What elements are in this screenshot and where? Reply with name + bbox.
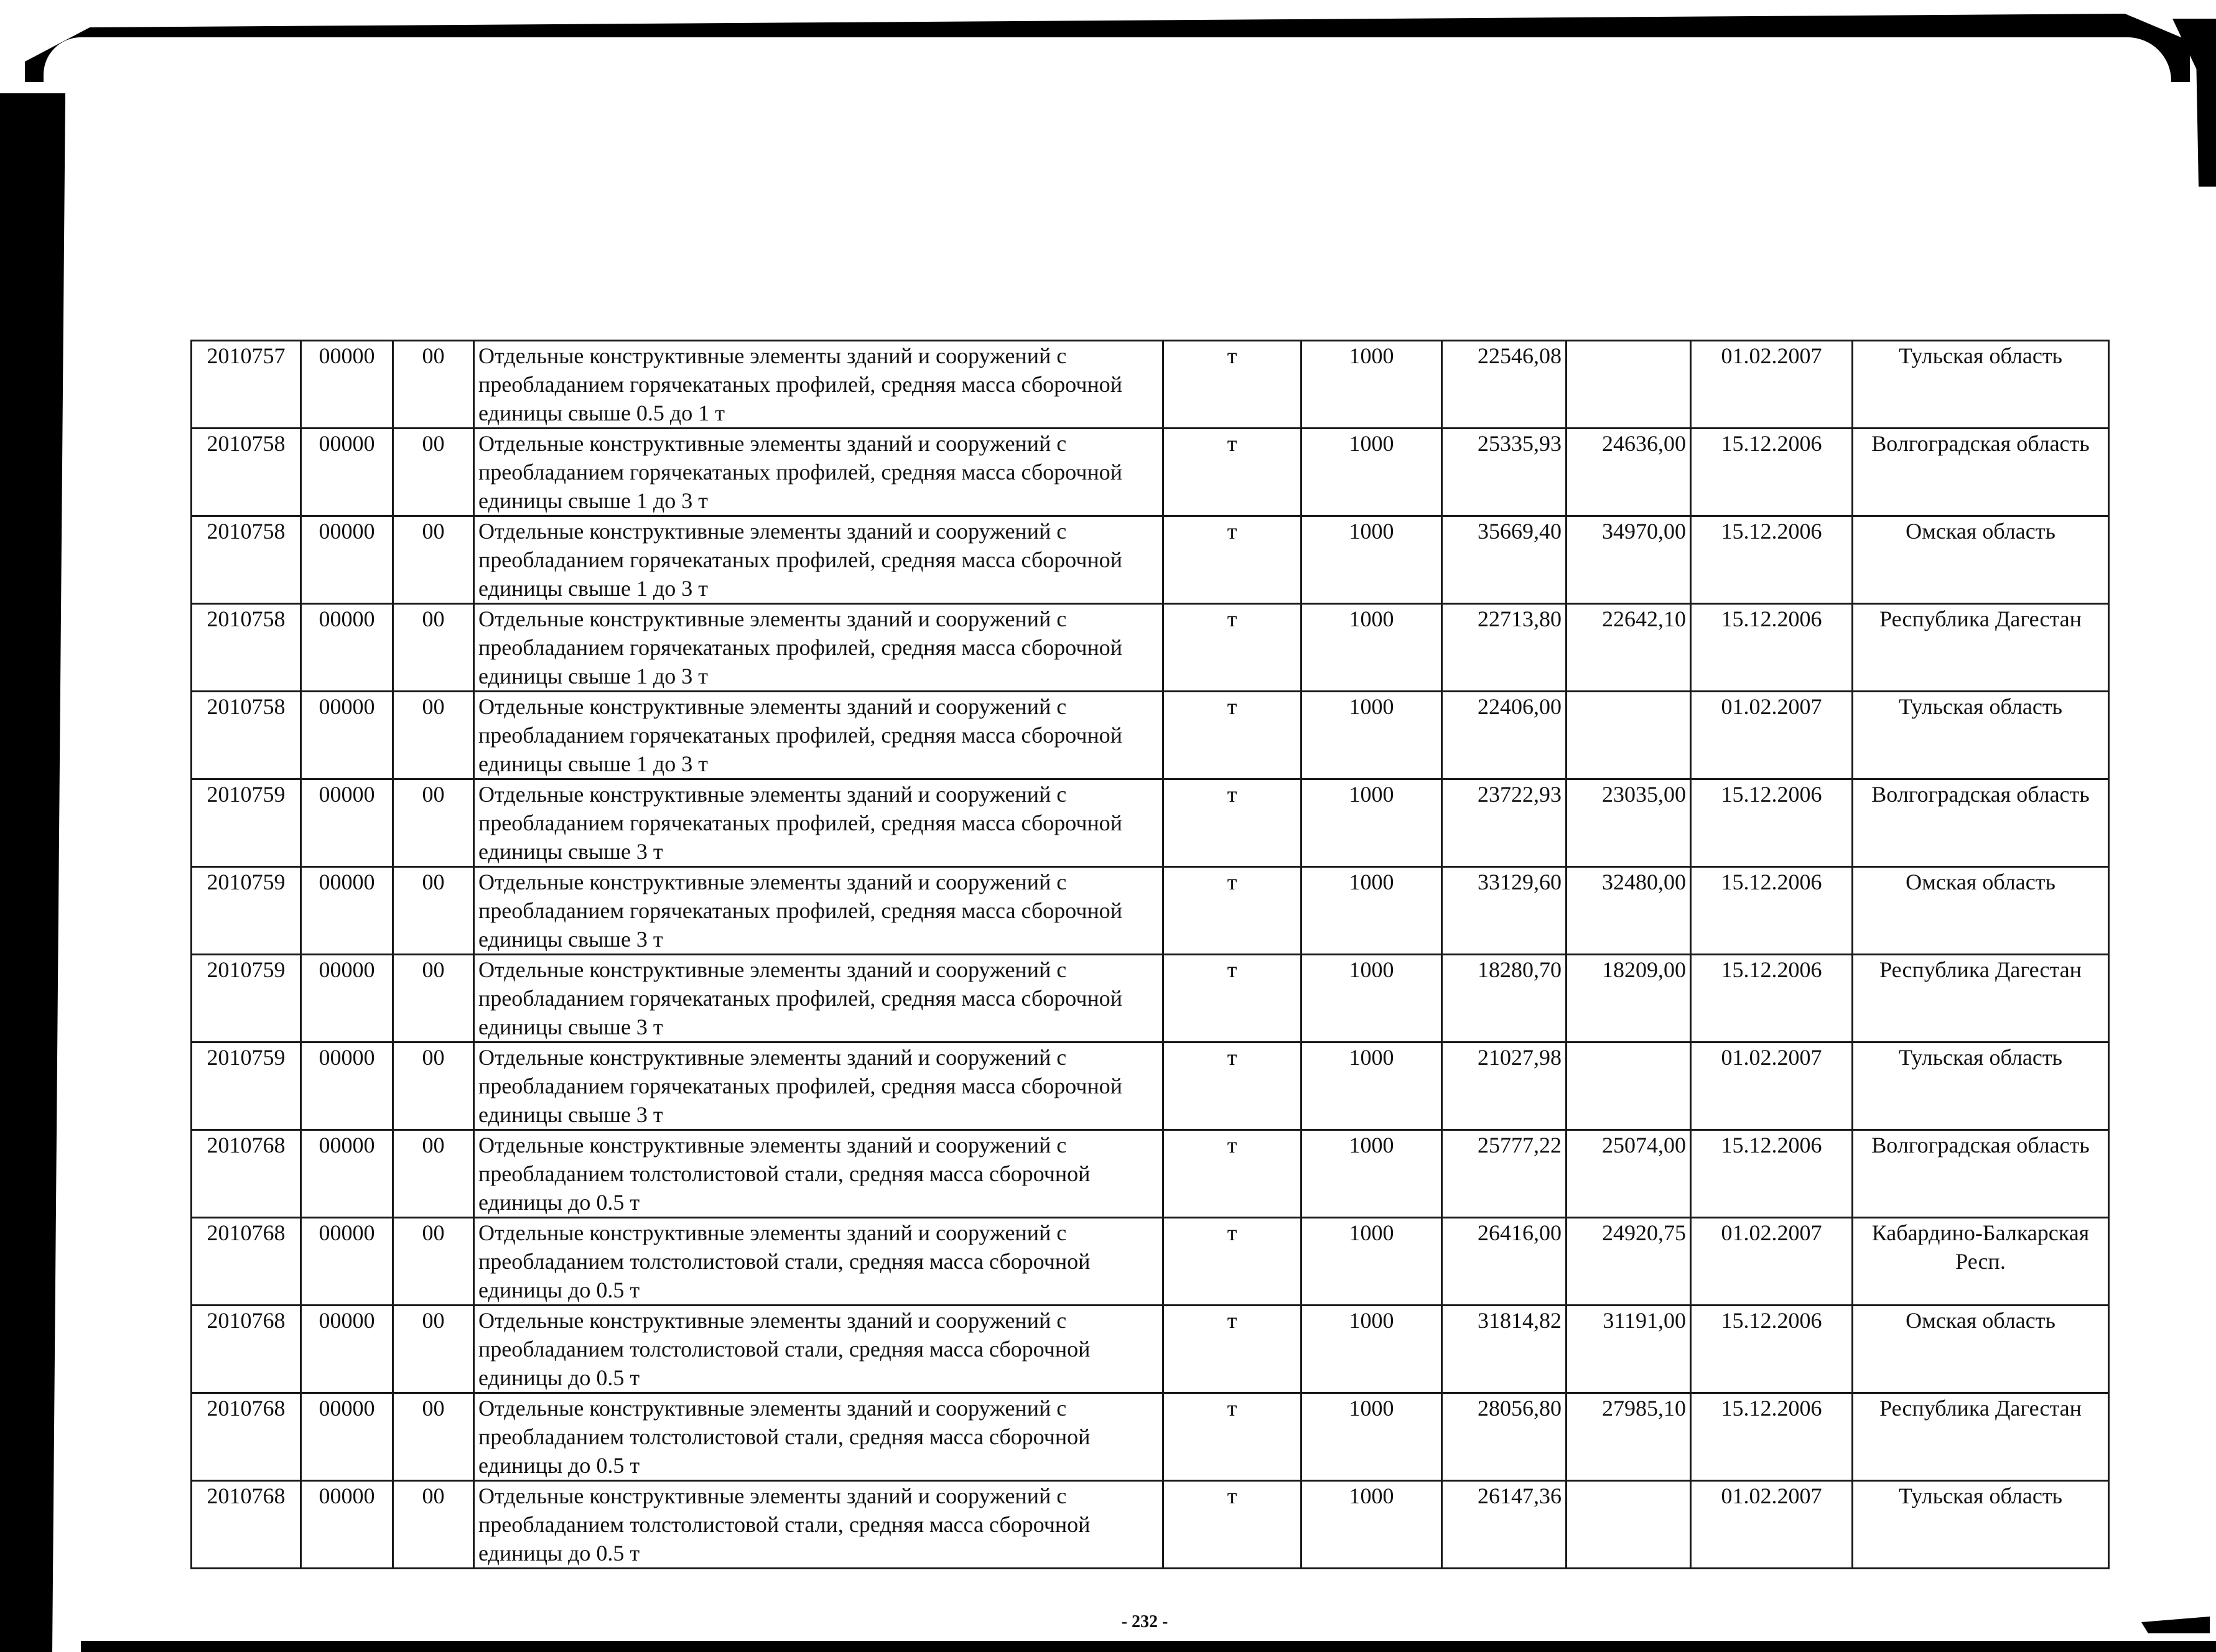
- cell-code: 2010759: [192, 955, 301, 1042]
- price-table: [190, 340, 2110, 1569]
- cell-extension: 00: [393, 604, 474, 692]
- cell-name: Отдельные конструктивные элементы зданий и сооружений с преобладанием толстолистовой стали, средняя масса сборочной единицы до 0.5 т: [474, 1130, 1163, 1218]
- cell-name: Отдельные конструктивные элементы зданий и сооружений с преобладанием горячекатаных профилей, средняя масса сборочной единицы свыше 3 т: [474, 955, 1163, 1042]
- cell-subcode: 00000: [301, 1218, 393, 1306]
- cell-name: Отдельные конструктивные элементы зданий и сооружений с преобладанием толстолистовой стали, средняя масса сборочной единицы до 0.5 т: [474, 1481, 1163, 1569]
- cell-date: 01.02.2007: [1691, 692, 1853, 779]
- cell-unit: т: [1163, 867, 1301, 955]
- cell-extension: 00: [393, 779, 474, 867]
- cell-unit: т: [1163, 604, 1301, 692]
- table-row: [192, 1042, 2109, 1130]
- cell-code: 2010758: [192, 692, 301, 779]
- cell-date: 15.12.2006: [1691, 604, 1853, 692]
- table-row: [192, 1130, 2109, 1218]
- cell-code: 2010759: [192, 779, 301, 867]
- cell-price-1: 18280,70: [1442, 955, 1567, 1042]
- cell-code: 2010759: [192, 867, 301, 955]
- cell-code: 2010757: [192, 341, 301, 429]
- cell-price-2: [1567, 1481, 1691, 1569]
- cell-price-2: 24636,00: [1567, 429, 1691, 516]
- cell-code: 2010768: [192, 1306, 301, 1393]
- cell-region: Тульская область: [1853, 692, 2109, 779]
- cell-quantity: 1000: [1301, 867, 1442, 955]
- table-row: [192, 1306, 2109, 1393]
- cell-extension: 00: [393, 1218, 474, 1306]
- cell-name: Отдельные конструктивные элементы зданий и сооружений с преобладанием горячекатаных профилей, средняя масса сборочной единицы свыше 1 до 3 т: [474, 604, 1163, 692]
- table-row: [192, 516, 2109, 604]
- cell-quantity: 1000: [1301, 604, 1442, 692]
- cell-date: 01.02.2007: [1691, 1042, 1853, 1130]
- cell-name: Отдельные конструктивные элементы зданий и сооружений с преобладанием горячекатаных профилей, средняя масса сборочной единицы свыше 1 до 3 т: [474, 692, 1163, 779]
- cell-price-1: 26416,00: [1442, 1218, 1567, 1306]
- cell-date: 15.12.2006: [1691, 779, 1853, 867]
- table-row: [192, 341, 2109, 429]
- cell-unit: т: [1163, 692, 1301, 779]
- cell-unit: т: [1163, 1393, 1301, 1481]
- cell-region: Кабардино-Балкарская Респ.: [1853, 1218, 2109, 1306]
- cell-name: Отдельные конструктивные элементы зданий и сооружений с преобладанием толстолистовой стали, средняя масса сборочной единицы до 0.5 т: [474, 1218, 1163, 1306]
- cell-unit: т: [1163, 429, 1301, 516]
- cell-subcode: 00000: [301, 604, 393, 692]
- cell-code: 2010758: [192, 429, 301, 516]
- cell-extension: 00: [393, 955, 474, 1042]
- cell-subcode: 00000: [301, 429, 393, 516]
- cell-price-1: 31814,82: [1442, 1306, 1567, 1393]
- cell-region: Республика Дагестан: [1853, 604, 2109, 692]
- cell-region: Волгоградская область: [1853, 779, 2109, 867]
- cell-code: 2010758: [192, 516, 301, 604]
- cell-unit: т: [1163, 341, 1301, 429]
- cell-price-2: 18209,00: [1567, 955, 1691, 1042]
- cell-date: 01.02.2007: [1691, 1481, 1853, 1569]
- scan-border-bottom: [81, 1641, 2216, 1652]
- cell-quantity: 1000: [1301, 1130, 1442, 1218]
- page-number: - 232 -: [1121, 1612, 1168, 1631]
- cell-quantity: 1000: [1301, 516, 1442, 604]
- cell-subcode: 00000: [301, 779, 393, 867]
- cell-date: 15.12.2006: [1691, 955, 1853, 1042]
- cell-quantity: 1000: [1301, 1393, 1442, 1481]
- cell-quantity: 1000: [1301, 1218, 1442, 1306]
- cell-date: 01.02.2007: [1691, 341, 1853, 429]
- cell-subcode: 00000: [301, 692, 393, 779]
- cell-price-2: 24920,75: [1567, 1218, 1691, 1306]
- cell-region: Тульская область: [1853, 1481, 2109, 1569]
- cell-extension: 00: [393, 1042, 474, 1130]
- cell-code: 2010758: [192, 604, 301, 692]
- cell-unit: т: [1163, 1306, 1301, 1393]
- cell-code: 2010759: [192, 1042, 301, 1130]
- table-row: [192, 1218, 2109, 1306]
- cell-subcode: 00000: [301, 955, 393, 1042]
- cell-price-1: 22406,00: [1442, 692, 1567, 779]
- cell-unit: т: [1163, 955, 1301, 1042]
- table-row: [192, 955, 2109, 1042]
- cell-price-2: 25074,00: [1567, 1130, 1691, 1218]
- cell-date: 01.02.2007: [1691, 1218, 1853, 1306]
- table-row: [192, 429, 2109, 516]
- cell-name: Отдельные конструктивные элементы зданий и сооружений с преобладанием горячекатаных профилей, средняя масса сборочной единицы свыше 3 т: [474, 1042, 1163, 1130]
- cell-price-2: 34970,00: [1567, 516, 1691, 604]
- cell-region: Республика Дагестан: [1853, 955, 2109, 1042]
- cell-subcode: 00000: [301, 1042, 393, 1130]
- cell-unit: т: [1163, 1130, 1301, 1218]
- cell-price-2: 23035,00: [1567, 779, 1691, 867]
- cell-name: Отдельные конструктивные элементы зданий и сооружений с преобладанием толстолистовой стали, средняя масса сборочной единицы до 0.5 т: [474, 1393, 1163, 1481]
- cell-price-2: [1567, 341, 1691, 429]
- cell-date: 15.12.2006: [1691, 429, 1853, 516]
- cell-date: 15.12.2006: [1691, 1393, 1853, 1481]
- cell-name: Отдельные конструктивные элементы зданий и сооружений с преобладанием горячекатаных профилей, средняя масса сборочной единицы свыше 1 до 3 т: [474, 516, 1163, 604]
- cell-region: Волгоградская область: [1853, 1130, 2109, 1218]
- cell-region: Омская область: [1853, 1306, 2109, 1393]
- cell-unit: т: [1163, 1218, 1301, 1306]
- cell-price-2: 31191,00: [1567, 1306, 1691, 1393]
- table-row: [192, 867, 2109, 955]
- cell-quantity: 1000: [1301, 341, 1442, 429]
- cell-extension: 00: [393, 516, 474, 604]
- cell-code: 2010768: [192, 1481, 301, 1569]
- cell-name: Отдельные конструктивные элементы зданий и сооружений с преобладанием горячекатаных профилей, средняя масса сборочной единицы свыше 0.5 до 1 т: [474, 341, 1163, 429]
- cell-price-1: 26147,36: [1442, 1481, 1567, 1569]
- cell-price-2: 22642,10: [1567, 604, 1691, 692]
- cell-price-1: 25777,22: [1442, 1130, 1567, 1218]
- cell-extension: 00: [393, 1306, 474, 1393]
- cell-price-1: 23722,93: [1442, 779, 1567, 867]
- scan-page-edge: [44, 37, 2171, 112]
- scan-border-left: [0, 93, 87, 1652]
- cell-subcode: 00000: [301, 867, 393, 955]
- cell-quantity: 1000: [1301, 955, 1442, 1042]
- cell-unit: т: [1163, 516, 1301, 604]
- cell-unit: т: [1163, 1042, 1301, 1130]
- cell-price-1: 25335,93: [1442, 429, 1567, 516]
- cell-quantity: 1000: [1301, 429, 1442, 516]
- cell-extension: 00: [393, 692, 474, 779]
- cell-extension: 00: [393, 867, 474, 955]
- cell-quantity: 1000: [1301, 1481, 1442, 1569]
- cell-name: Отдельные конструктивные элементы зданий и сооружений с преобладанием толстолистовой стали, средняя масса сборочной единицы до 0.5 т: [474, 1306, 1163, 1393]
- cell-code: 2010768: [192, 1218, 301, 1306]
- cell-quantity: 1000: [1301, 779, 1442, 867]
- cell-price-2: [1567, 692, 1691, 779]
- scan-corner-mark: [2141, 1615, 2210, 1633]
- cell-extension: 00: [393, 1481, 474, 1569]
- cell-price-1: 28056,80: [1442, 1393, 1567, 1481]
- cell-extension: 00: [393, 1393, 474, 1481]
- cell-price-1: 22713,80: [1442, 604, 1567, 692]
- cell-subcode: 00000: [301, 1393, 393, 1481]
- cell-price-1: 22546,08: [1442, 341, 1567, 429]
- cell-price-1: 33129,60: [1442, 867, 1567, 955]
- cell-region: Республика Дагестан: [1853, 1393, 2109, 1481]
- cell-unit: т: [1163, 1481, 1301, 1569]
- cell-extension: 00: [393, 1130, 474, 1218]
- table-row: [192, 692, 2109, 779]
- cell-name: Отдельные конструктивные элементы зданий и сооружений с преобладанием горячекатаных профилей, средняя масса сборочной единицы свыше 3 т: [474, 867, 1163, 955]
- cell-quantity: 1000: [1301, 692, 1442, 779]
- cell-date: 15.12.2006: [1691, 1306, 1853, 1393]
- table-row: [192, 604, 2109, 692]
- cell-date: 15.12.2006: [1691, 1130, 1853, 1218]
- table-body: [192, 341, 2109, 1569]
- table-row: [192, 1393, 2109, 1481]
- cell-price-2: [1567, 1042, 1691, 1130]
- cell-price-1: 21027,98: [1442, 1042, 1567, 1130]
- cell-code: 2010768: [192, 1393, 301, 1481]
- cell-name: Отдельные конструктивные элементы зданий и сооружений с преобладанием горячекатаных профилей, средняя масса сборочной единицы свыше 3 т: [474, 779, 1163, 867]
- cell-region: Тульская область: [1853, 1042, 2109, 1130]
- cell-date: 15.12.2006: [1691, 867, 1853, 955]
- cell-region: Омская область: [1853, 867, 2109, 955]
- cell-subcode: 00000: [301, 1306, 393, 1393]
- cell-quantity: 1000: [1301, 1042, 1442, 1130]
- cell-date: 15.12.2006: [1691, 516, 1853, 604]
- table-row: [192, 779, 2109, 867]
- cell-extension: 00: [393, 429, 474, 516]
- cell-price-2: 32480,00: [1567, 867, 1691, 955]
- cell-region: Тульская область: [1853, 341, 2109, 429]
- cell-unit: т: [1163, 779, 1301, 867]
- cell-quantity: 1000: [1301, 1306, 1442, 1393]
- cell-subcode: 00000: [301, 1481, 393, 1569]
- cell-region: Волгоградская область: [1853, 429, 2109, 516]
- cell-extension: 00: [393, 341, 474, 429]
- table-row: [192, 1481, 2109, 1569]
- cell-name: Отдельные конструктивные элементы зданий и сооружений с преобладанием горячекатаных профилей, средняя масса сборочной единицы свыше 1 до 3 т: [474, 429, 1163, 516]
- cell-subcode: 00000: [301, 516, 393, 604]
- cell-region: Омская область: [1853, 516, 2109, 604]
- cell-code: 2010768: [192, 1130, 301, 1218]
- cell-subcode: 00000: [301, 341, 393, 429]
- cell-subcode: 00000: [301, 1130, 393, 1218]
- cell-price-2: 27985,10: [1567, 1393, 1691, 1481]
- cell-price-1: 35669,40: [1442, 516, 1567, 604]
